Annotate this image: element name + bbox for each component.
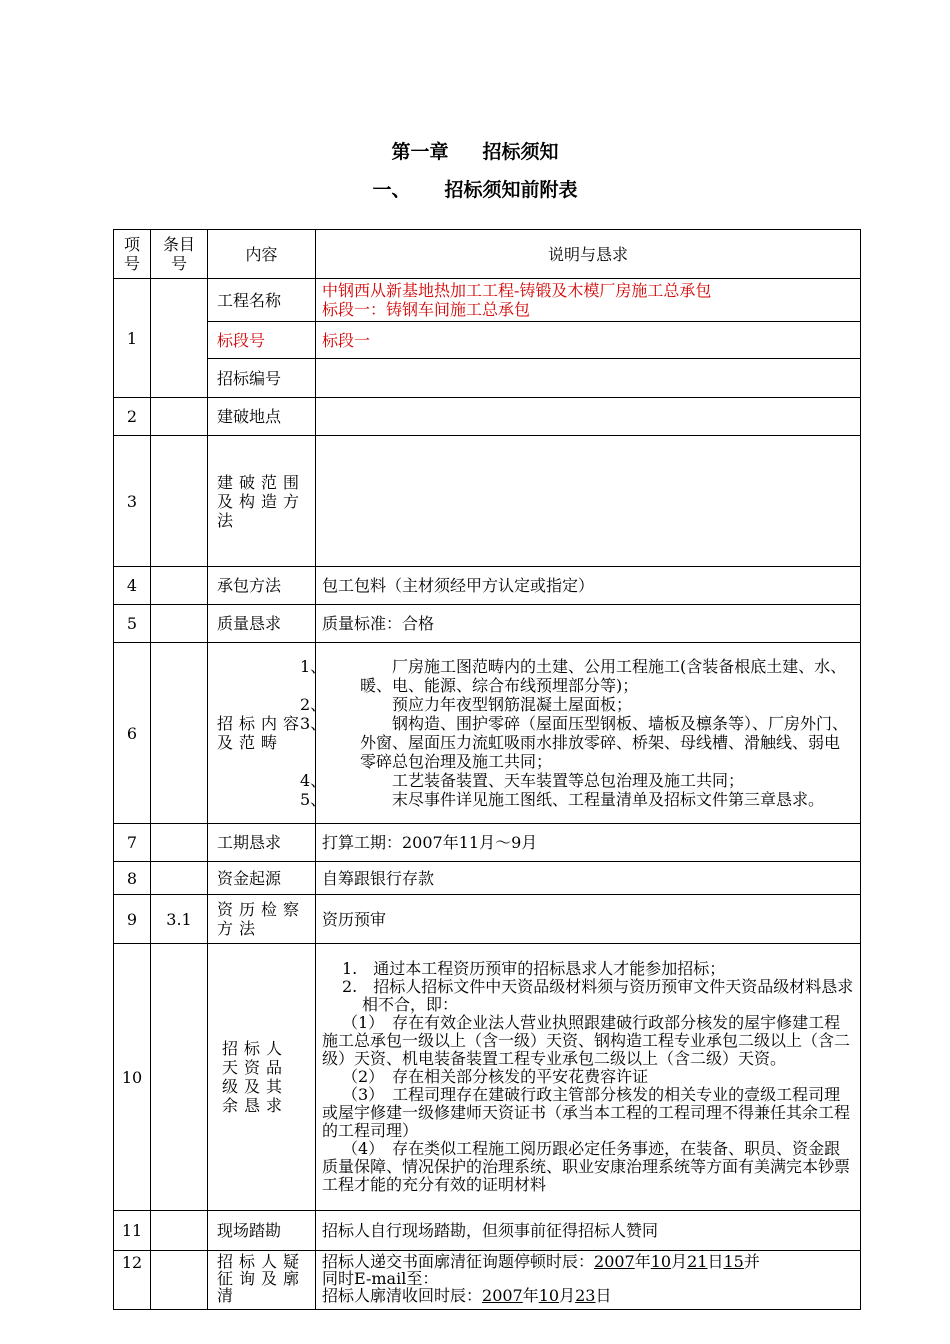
list-item [300, 657, 854, 695]
list-item-text: 厂房施工图范畴内的土建、公用工程施工(含装备根底土建、水、暖、电、能源、综合布线预埋部分等)； [360, 657, 847, 695]
value-funding: 自筹跟银行存款 [316, 862, 861, 895]
chapter-name: 招标须知 [482, 141, 559, 163]
requirement-paragraph: 2. 招标人招标文件中天资品级材料须与资历预审文件天资品级材料恳求相不合，即： [342, 977, 854, 1014]
list-item [300, 695, 854, 714]
table-row [114, 605, 861, 643]
row-number: 3 [114, 436, 151, 567]
label-funding: 资金起源 [208, 862, 316, 895]
section-number: 一、 [372, 179, 411, 201]
clause-cell [151, 567, 208, 605]
value-scope [316, 436, 861, 567]
clarification-deadline-label: 招标人递交书面廓清征询题停顿时辰： [322, 1252, 595, 1271]
requirement-paragraph: 1. 通过本工程资历预审的招标恳求人才能参加招标； [342, 959, 726, 978]
table-row [114, 567, 861, 605]
email-line: 同时E-mail至： [322, 1269, 439, 1288]
chapter-number: 第一章 [391, 141, 449, 163]
table-row [114, 862, 861, 895]
header-content: 内容 [208, 230, 316, 279]
value-contract-method: 包工包料（主材须经甲方认定或指定） [316, 567, 861, 605]
value-quality: 质量标准：合格 [316, 605, 861, 643]
deadline-day: 21 [687, 1252, 708, 1271]
clause-cell [151, 605, 208, 643]
list-item [300, 790, 854, 809]
label-qualification-grade: 招标人天资品级及其余恳求 [208, 944, 316, 1211]
label-project-name: 工程名称 [208, 279, 316, 322]
table-row [114, 944, 861, 1211]
label-tender-scope: 招标内容及范畴 [208, 643, 316, 824]
requirement-sub-item: （1） 存在有效企业法人营业执照跟建破行政部分核发的屋宇修建工程施工总承包一级以上（含一级）天资、钢构造工程专业承包二级以上（含二级）天资、机电装备装置工程专业承包二级以上（含二级）天资。 [322, 1013, 851, 1068]
value-qualification: 资历预审 [316, 895, 861, 944]
header-item: 项号 [114, 230, 151, 279]
value-site-visit: 招标人自行现场踏勘，但须事前征得招标人赞同 [316, 1211, 861, 1251]
deadline-tail: 并 [743, 1252, 760, 1271]
value-site [316, 398, 861, 436]
label-contract-method: 承包方法 [208, 567, 316, 605]
row-number: 4 [114, 567, 151, 605]
list-item [300, 714, 854, 771]
deadline-hour: 15 [723, 1252, 744, 1271]
clause-cell [151, 824, 208, 862]
value-project-name [316, 279, 861, 322]
list-item-number: 4、 [300, 771, 327, 790]
value-section-no: 标段一 [316, 322, 861, 359]
clause-cell [151, 1251, 208, 1310]
chapter-title [0, 137, 950, 164]
clause-cell [151, 279, 208, 398]
issue-year: 2007 [482, 1286, 523, 1305]
tender-info-table [113, 229, 861, 1310]
label-section-no: 标段号 [208, 322, 316, 359]
value-qualification-grade [316, 944, 861, 1211]
row-number: 8 [114, 862, 151, 895]
table-row [114, 643, 861, 824]
table-row [114, 824, 861, 862]
clause-cell [151, 398, 208, 436]
clarification-issue-label: 招标人廓清收回时辰： [322, 1286, 483, 1305]
list-item-number: 5、 [300, 790, 327, 809]
clause-cell [151, 944, 208, 1211]
value-tender-code [316, 359, 861, 398]
label-site-visit: 现场踏勘 [208, 1211, 316, 1251]
label-scope: 建破范围及构造方法 [208, 436, 316, 567]
table-row [114, 436, 861, 567]
value-schedule: 打算工期：2007年11月～9月 [316, 824, 861, 862]
header-description: 说明与恳求 [316, 230, 861, 279]
list-item-text: 预应力年夜型钢筋混凝土屋面板； [392, 695, 633, 714]
row-number: 6 [114, 643, 151, 824]
label-qualification: 资历检察方法 [208, 895, 316, 944]
list-item [300, 771, 854, 790]
requirement-sub-item: （3） 工程司理存在建破行政主管部分核发的相关专业的壹级工程司理或屋宇修建一级修建师天资证书（承当本工程的工程司理不得兼任其余工程的工程司理） [322, 1085, 851, 1140]
table-row [114, 398, 861, 436]
table-row [114, 322, 861, 359]
table-row [114, 1251, 861, 1310]
clause-cell [151, 643, 208, 824]
row-number: 2 [114, 398, 151, 436]
requirement-sub-item: （2） 存在相关部分核发的平安花费容许证 [342, 1067, 649, 1086]
label-site: 建破地点 [208, 398, 316, 436]
project-section-line: 标段一：铸钢车间施工总承包 [322, 300, 531, 319]
clause-cell [151, 1211, 208, 1251]
label-schedule: 工期恳求 [208, 824, 316, 862]
row-number: 9 [114, 895, 151, 944]
list-item-text: 钢构造、围护零碎（屋面压型钢板、墙板及檩条等）、厂房外门、外窗、屋面压力流虹吸雨水排放零碎、桥架、母线槽、滑触线、弱电零碎总包治理及施工共同； [360, 714, 849, 771]
list-item-number: 1、 [300, 657, 327, 676]
table-row [114, 1211, 861, 1251]
requirement-sub-item: （4） 存在类似工程施工阅历跟必定任务事迹，在装备、职员、资金跟质量保障、情况保护的治理系统、职业安康治理系统等方面有美满完本钞票工程才能的充分有效的证明材料 [322, 1139, 851, 1194]
clarification-deadline-line: 招标人递交书面廓清征询题停顿时辰：2007年10月21日15并 [322, 1252, 760, 1271]
list-item-text: 工艺装备装置、天车装置等总包治理及施工共同； [392, 771, 745, 790]
row-number: 1 [114, 279, 151, 398]
deadline-year: 2007 [594, 1252, 635, 1271]
value-clarification [316, 1251, 861, 1310]
list-item-text: 末尽事件详见施工图纸、工程量清单及招标文件第三章恳求。 [392, 790, 825, 809]
table-row [114, 359, 861, 398]
label-tender-code: 招标编号 [208, 359, 316, 398]
clarification-issue-line: 招标人廓清收回时辰：2007年10月23日 [322, 1286, 612, 1305]
row-number: 10 [114, 944, 151, 1211]
row-number: 5 [114, 605, 151, 643]
project-name-line: 中钢西从新基地热加工工程-铸锻及木模厂房施工总承包 [322, 281, 712, 300]
table-row [114, 279, 861, 322]
list-item-number: 3、 [300, 714, 327, 733]
value-tender-scope [300, 643, 861, 824]
section-name: 招标须知前附表 [444, 179, 578, 201]
section-title [0, 175, 950, 202]
issue-day: 23 [575, 1286, 596, 1305]
label-quality: 质量恳求 [208, 605, 316, 643]
issue-month: 10 [538, 1286, 560, 1305]
row-number: 7 [114, 824, 151, 862]
header-clause: 条目号 [151, 230, 208, 279]
clause-cell [151, 436, 208, 567]
label-clarification: 招标人疑征询及廓清 [208, 1251, 316, 1310]
row-number: 12 [114, 1251, 151, 1310]
header-row [114, 230, 861, 279]
list-item-number: 2、 [300, 695, 327, 714]
clause-cell: 3.1 [151, 895, 208, 944]
clause-cell [151, 862, 208, 895]
table-row [114, 895, 861, 944]
deadline-month: 10 [650, 1252, 672, 1271]
row-number: 11 [114, 1211, 151, 1251]
